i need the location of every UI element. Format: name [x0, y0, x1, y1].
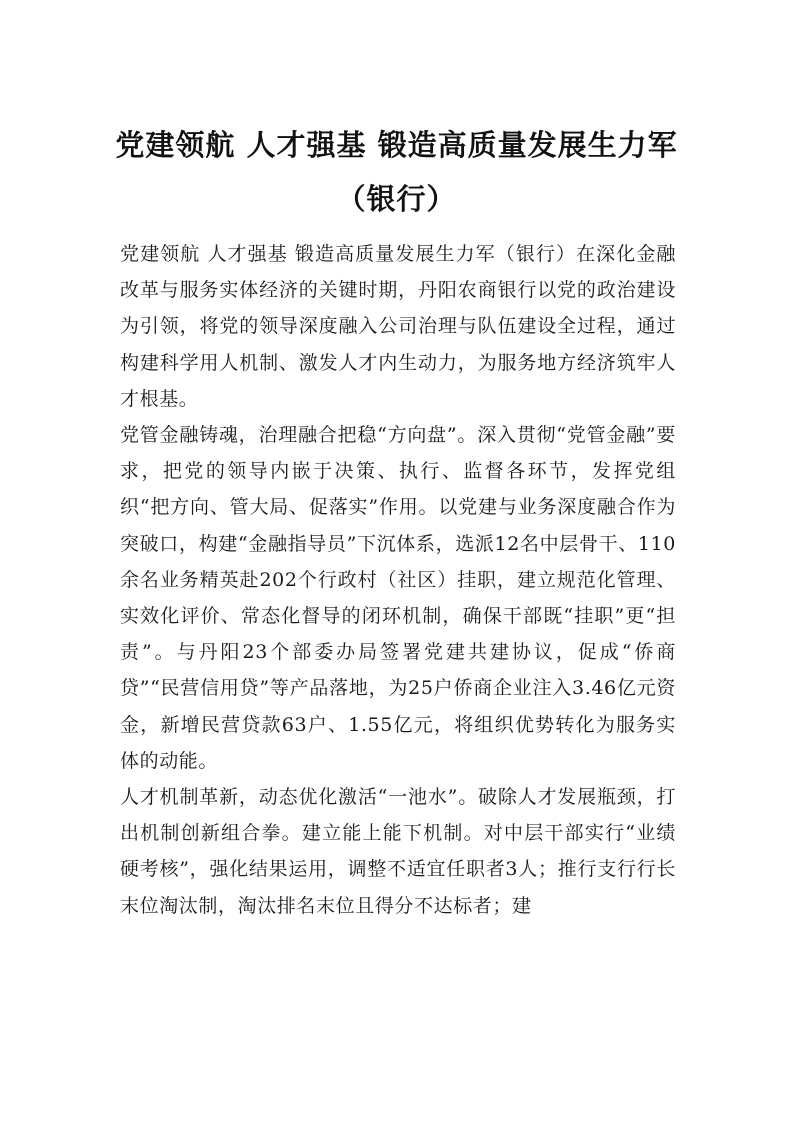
paragraph-party-finance: 党管金融铸魂，治理融合把稳“方向盘”。深入贯彻“党管金融”要求，把党的领导内嵌于决策、执行、监督各环节，发挥党组织“把方向、管大局、促落实”作用。以党建与业务深度融合作为突破口，构建“金融指导员”下沉体系，选派12名中层骨干、110余名业务精英赴202个行政村（社区）挂职，建立规范化管理、实效化评价、常态化督导的闭环机制，确保干部既“挂职”更“担责”。与丹阳23个部委办局签署党建共建协议，促成“侨商贷”“民营信用贷”等产品落地，为25户侨商企业注入3.46亿元资金，新增民营贷款63户、1.55亿元，将组织优势转化为服务实体的动能。: [120, 424, 676, 772]
paragraph-intro: 党建领航 人才强基 锻造高质量发展生力军（银行）在深化金融改革与服务实体经济的关键时期，丹阳农商银行以党的政治建设为引领，将党的领导深度融入公司治理与队伍建设全过程，通过构建科学用人机制、激发人才内生动力，为服务地方经济筑牢人才根基。: [120, 243, 676, 410]
document-title: 党建领航 人才强基 锻造高质量发展生力军（银行）: [115, 128, 678, 216]
paragraph-talent-mechanism: 人才机制革新，动态优化激活“一池水”。破除人才发展瓶颈，打出机制创新组合拳。建立能上能下机制。对中层干部实行“业绩硬考核”，强化结果运用，调整不适宜任职者3人；推行支行行长末位淘汰制，淘汰排名末位且得分不达标者；建: [120, 786, 676, 917]
document-body: [120, 236, 676, 924]
